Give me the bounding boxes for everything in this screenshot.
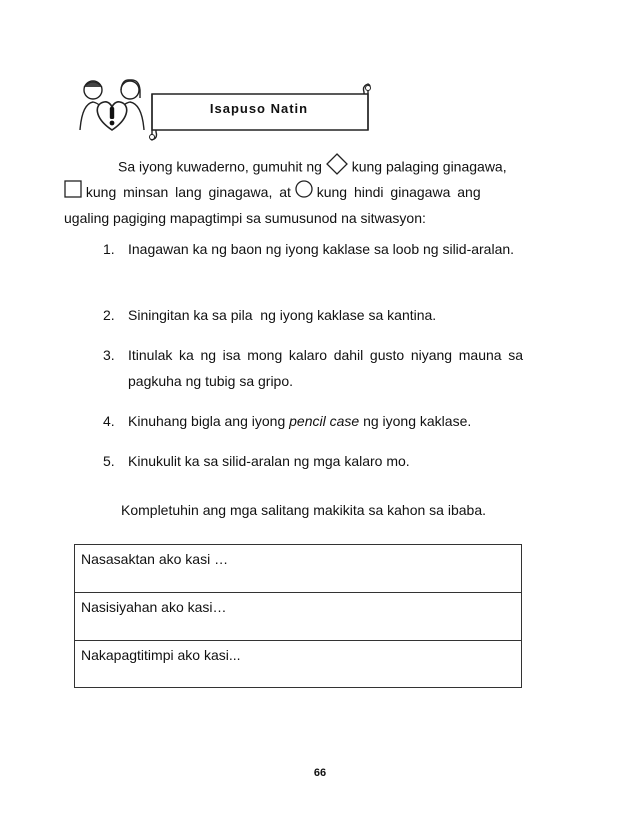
list-item-text: Siningitan ka sa pila ng iyong kaklase sa kantina. bbox=[128, 307, 437, 323]
list-item-number: 2. bbox=[103, 307, 115, 323]
title-scroll-banner bbox=[144, 82, 376, 142]
list-item-text: Kinukulit ka sa silid-aralan ng mga kalaro mo. bbox=[128, 453, 410, 469]
square-icon bbox=[64, 180, 82, 206]
table-row[interactable] bbox=[75, 593, 521, 641]
intro-line-2 bbox=[64, 179, 481, 206]
answer-prompt: Nasasaktan ako kasi … bbox=[81, 551, 229, 567]
section-header bbox=[76, 78, 309, 138]
list-item-text-part: Kinuhang bigla ang iyong bbox=[128, 413, 290, 429]
answer-prompt: Nasisiyahan ako kasi… bbox=[81, 599, 227, 615]
intro-text: Sa iyong kuwaderno, gumuhit ng bbox=[118, 158, 322, 175]
intro-text: kung hindi ginagawa ang bbox=[316, 184, 481, 200]
list-item-emphasis: pencil case bbox=[289, 413, 360, 429]
answer-table bbox=[74, 544, 522, 688]
circle-icon bbox=[295, 180, 313, 206]
intro-line-3: ugaling pagiging mapagtimpi sa sumusunod na sitwasyon: bbox=[64, 210, 426, 226]
table-row[interactable] bbox=[75, 641, 521, 689]
list-item-number: 5. bbox=[103, 453, 115, 469]
completion-instruction: Kompletuhin ang mga salitang makikita sa kahon sa ibaba. bbox=[121, 502, 486, 518]
list-item-text: Inagawan ka ng baon ng iyong kaklase sa loob ng silid-aralan. bbox=[128, 241, 515, 257]
page-number: 66 bbox=[313, 767, 327, 779]
section-title: Isapuso Natin bbox=[209, 101, 309, 116]
list-item-number: 4. bbox=[103, 413, 115, 429]
list-item-text: Itinulak ka ng isa mong kalaro dahil gusto niyang mauna sa pagkuha ng tubig sa gripo. bbox=[128, 347, 523, 389]
intro-text: kung minsan lang ginagawa, at bbox=[85, 184, 291, 200]
list-item-text-part: ng iyong kaklase. bbox=[359, 413, 472, 429]
table-row[interactable] bbox=[75, 545, 521, 593]
answer-prompt: Nakapagtitimpi ako kasi... bbox=[81, 647, 241, 663]
intro-text: kung palaging ginagawa, bbox=[351, 158, 507, 175]
list-item-text bbox=[128, 408, 523, 434]
list-item-number: 1. bbox=[103, 241, 115, 257]
children-with-heart-exclamation-icon bbox=[76, 78, 148, 134]
list-item-number: 3. bbox=[103, 347, 115, 363]
